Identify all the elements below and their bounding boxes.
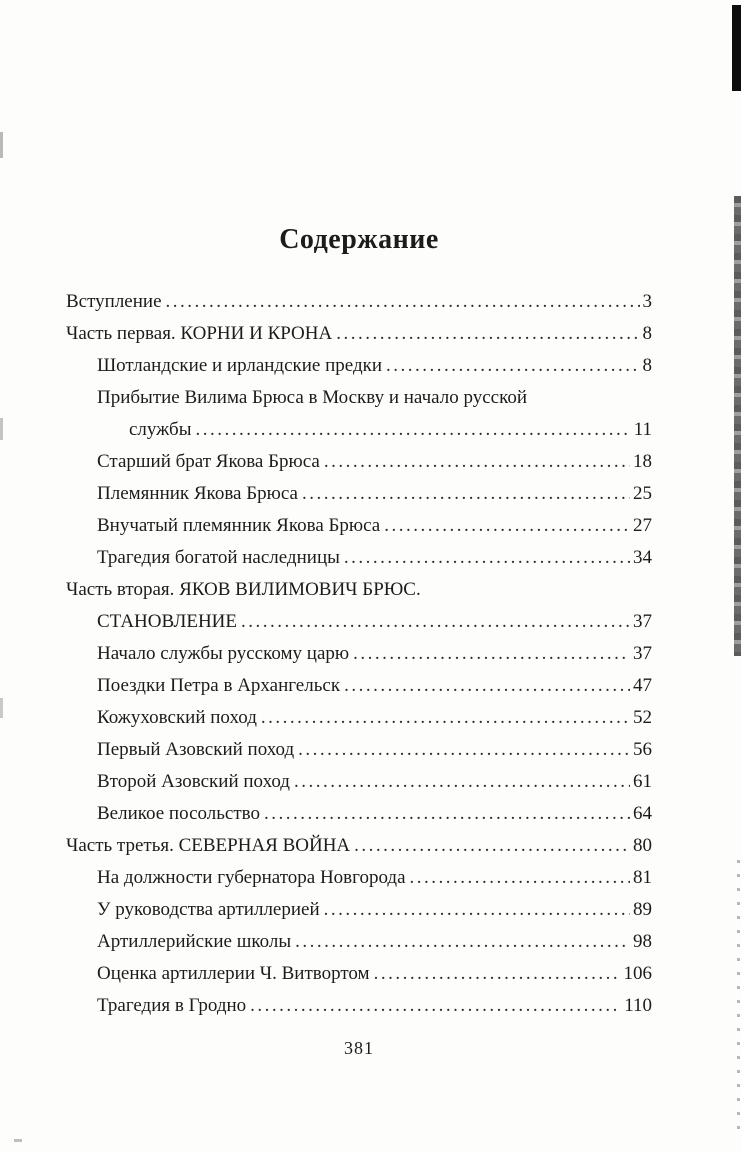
toc-entry-page: 106	[623, 963, 652, 984]
toc-entry-title: Великое посольство	[97, 803, 260, 824]
toc-row	[66, 638, 652, 670]
toc-entry-title: Прибытие Вилима Брюса в Москву и начало русской	[97, 387, 528, 408]
toc-entry-page: 3	[642, 291, 652, 312]
toc-entry-page: 98	[633, 931, 652, 952]
toc-entry-page: 8	[642, 323, 652, 344]
toc-row	[66, 766, 652, 798]
toc-entry-page: 61	[633, 771, 652, 792]
toc-list	[66, 286, 652, 1022]
toc-entry-page: 8	[642, 355, 652, 376]
scan-artifact-left-tick	[0, 698, 3, 718]
toc-row	[66, 990, 652, 1022]
toc-entry-page: 52	[633, 707, 652, 728]
dot-leader	[250, 990, 621, 1022]
toc-entry-title: Часть третья. СЕВЕРНАЯ ВОЙНА	[66, 835, 351, 856]
toc-entry-title: Часть первая. КОРНИ И КРОНА	[66, 323, 333, 344]
dot-leader	[264, 798, 630, 830]
toc-entry-page: 47	[633, 675, 652, 696]
toc-row	[66, 414, 652, 446]
scan-artifact-top-right-bar	[732, 5, 741, 91]
page-title: Содержание	[279, 224, 439, 255]
toc-entry-title: Начало службы русскому царю	[97, 643, 350, 664]
dot-leader	[386, 350, 639, 382]
toc-entry-title: Трагедия в Гродно	[97, 995, 247, 1016]
toc-row	[66, 670, 652, 702]
toc-entry-title: Оценка артиллерии Ч. Витвортом	[97, 963, 370, 984]
toc-row	[66, 574, 652, 606]
toc-entry-title: Шотландские и ирландские предки	[97, 355, 383, 376]
toc-row	[66, 734, 652, 766]
dot-leader	[324, 894, 630, 926]
toc-entry-page: 110	[624, 995, 652, 1016]
toc-entry-title: Второй Азовский поход	[97, 771, 290, 792]
toc-row	[66, 318, 652, 350]
footer-page-number: 381	[344, 1038, 374, 1058]
dot-leader	[295, 926, 630, 958]
toc-entry-title: Артиллерийские школы	[97, 931, 292, 952]
toc-row	[66, 286, 652, 318]
toc-row	[66, 894, 652, 926]
scan-artifact-left-tick	[0, 418, 3, 440]
toc-row	[66, 926, 652, 958]
toc-row	[66, 542, 652, 574]
toc-entry-title: На должности губернатора Новгорода	[97, 867, 406, 888]
toc-entry-title: У руководства артиллерией	[97, 899, 320, 920]
dot-leader	[166, 286, 640, 318]
toc-entry-page: 37	[633, 611, 652, 632]
toc-row	[66, 382, 652, 414]
scan-artifact-bottom-tick	[14, 1139, 22, 1142]
dot-leader	[354, 830, 630, 862]
dot-leader	[353, 638, 630, 670]
toc-entry-title: Вступление	[66, 291, 162, 312]
toc-entry-page: 56	[633, 739, 652, 760]
toc-entry-title: Старший брат Якова Брюса	[97, 451, 320, 472]
toc-row	[66, 830, 652, 862]
toc-entry-page: 81	[633, 867, 652, 888]
toc-entry-page: 27	[633, 515, 652, 536]
toc-entry-page: 11	[633, 419, 652, 440]
toc-entry-page: 34	[633, 547, 652, 568]
toc-entry-title: Внучатый племянник Якова Брюса	[97, 515, 381, 536]
toc-row	[66, 446, 652, 478]
dot-leader	[410, 862, 630, 894]
toc-entry-page: 37	[633, 643, 652, 664]
toc-entry-page: 80	[633, 835, 652, 856]
scan-artifact-right-strip	[734, 196, 741, 656]
toc-row	[66, 798, 652, 830]
dot-leader	[324, 446, 630, 478]
dot-leader	[374, 958, 621, 990]
toc-row	[66, 478, 652, 510]
toc-entry-title: Кожуховский поход	[97, 707, 257, 728]
toc-entry-page: 89	[633, 899, 652, 920]
dot-leader	[384, 510, 630, 542]
toc-row	[66, 958, 652, 990]
toc-row	[66, 350, 652, 382]
dot-leader	[344, 670, 630, 702]
toc-row	[66, 702, 652, 734]
toc-entry-page: 25	[633, 483, 652, 504]
dot-leader	[241, 606, 630, 638]
toc-entry-page: 18	[633, 451, 652, 472]
dot-leader	[294, 766, 630, 798]
toc-entry-title: Трагедия богатой наследницы	[97, 547, 340, 568]
toc-row	[66, 606, 652, 638]
toc-entry-title: Племянник Якова Брюса	[97, 483, 298, 504]
dot-leader	[344, 542, 630, 574]
scan-artifact-left-tick	[0, 132, 3, 158]
toc-row	[66, 510, 652, 542]
scan-artifact-right-dots	[737, 860, 740, 1130]
toc-row	[66, 862, 652, 894]
dot-leader	[298, 734, 630, 766]
dot-leader	[336, 318, 639, 350]
toc-entry-title: СТАНОВЛЕНИЕ	[97, 611, 237, 632]
toc-entry-title: Часть вторая. ЯКОВ ВИЛИМОВИЧ БРЮС.	[66, 579, 421, 600]
dot-leader	[195, 414, 630, 446]
toc-entry-title: службы	[129, 419, 192, 440]
toc-entry-title: Первый Азовский поход	[97, 739, 295, 760]
toc-entry-page: 64	[633, 803, 652, 824]
dot-leader	[302, 478, 630, 510]
toc-entry-title: Поездки Петра в Архангельск	[97, 675, 341, 696]
dot-leader	[261, 702, 630, 734]
